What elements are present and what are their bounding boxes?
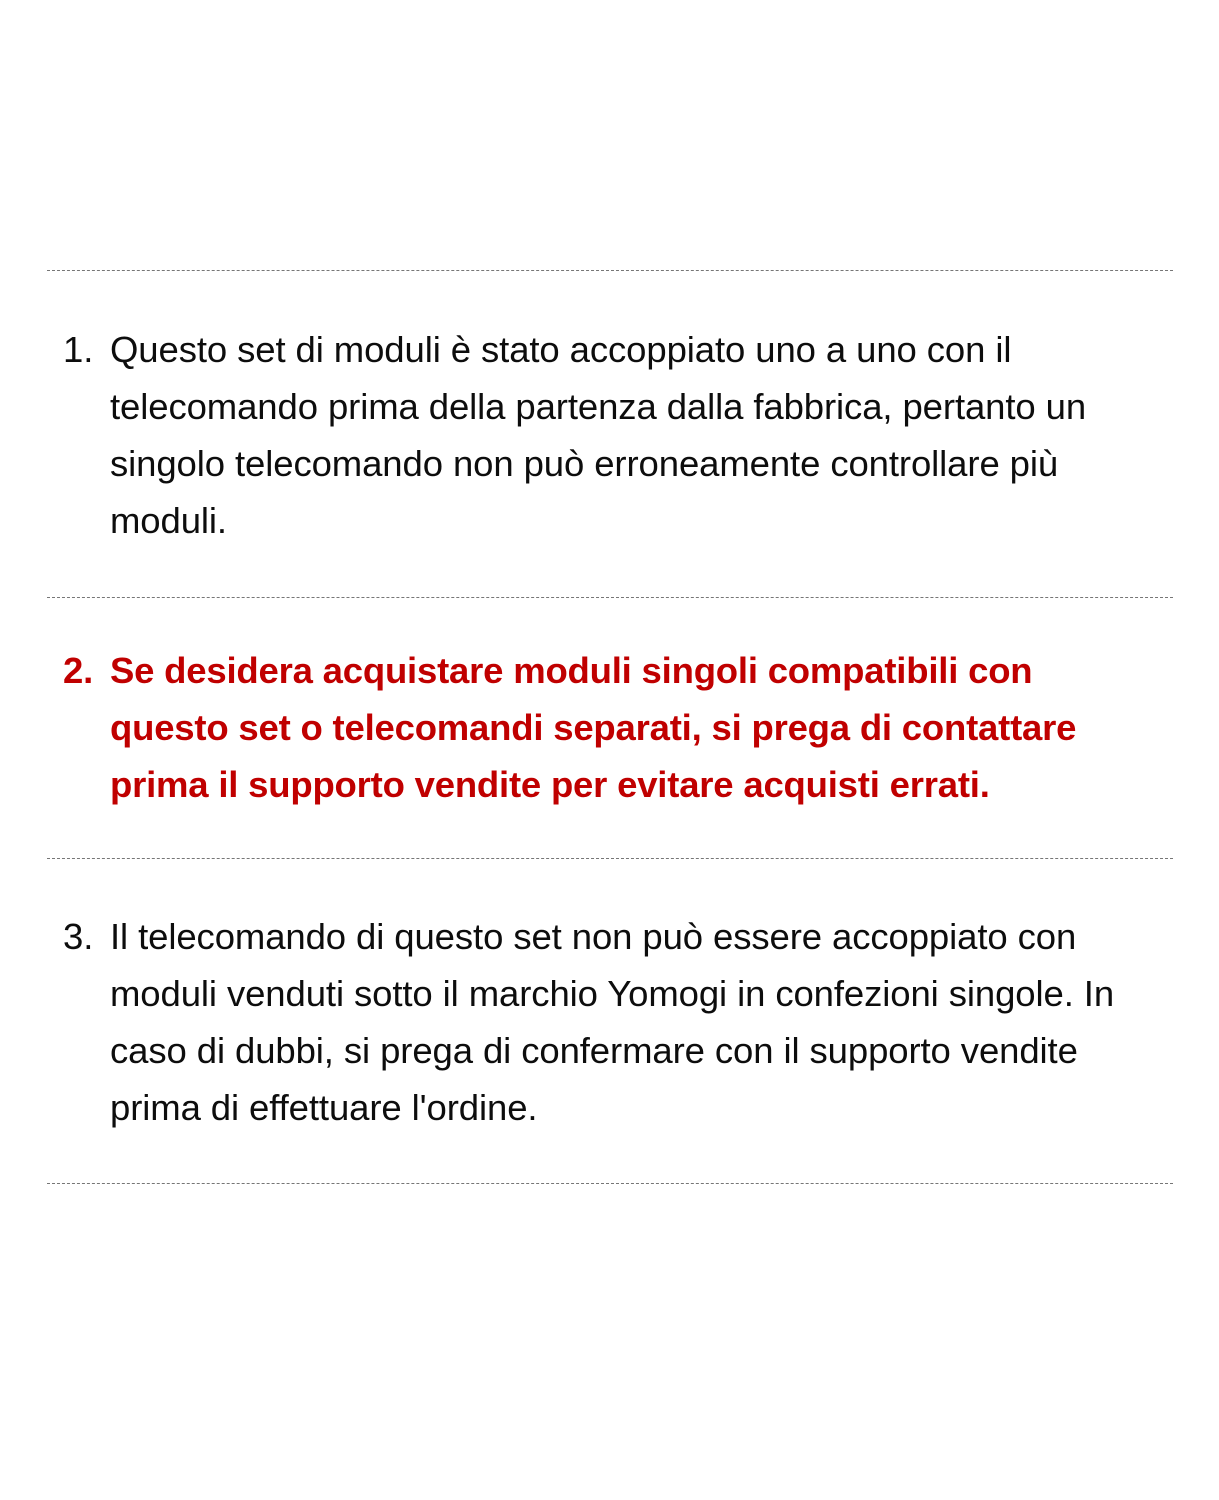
divider-top [47,270,1173,271]
list-item-emphasis [0,598,1219,858]
top-spacer [0,0,1219,270]
list-item-text: Questo set di moduli è stato accoppiato uno a uno con il telecomando prima della partenza dalla fabbrica, pertanto un singolo telecomando non può erroneamente controllare più moduli. [110,329,1087,541]
list-item-marker: 1. [63,329,94,370]
bottom-spacer [0,1184,1219,1462]
divider-after-item-1 [47,597,1173,598]
list-item-text: Se desidera acquistare moduli singoli compatibili con questo set o telecomandi separati, si prega di contattare prima il supporto vendite per evitare acquisti errati. [110,650,1077,805]
list-item [0,271,1219,597]
list-item-marker: 3. [63,916,94,957]
list-item [0,859,1219,1183]
divider-bottom [47,1183,1173,1184]
list-item-marker: 2. [63,650,94,691]
divider-after-item-2 [47,858,1173,859]
list-item-text: Il telecomando di questo set non può essere accoppiato con moduli venduti sotto il marchio Yomogi in confezioni singole. In caso di dubbi, si prega di confermare con il supporto vendite prima di effettuare l'ordine. [110,916,1115,1128]
